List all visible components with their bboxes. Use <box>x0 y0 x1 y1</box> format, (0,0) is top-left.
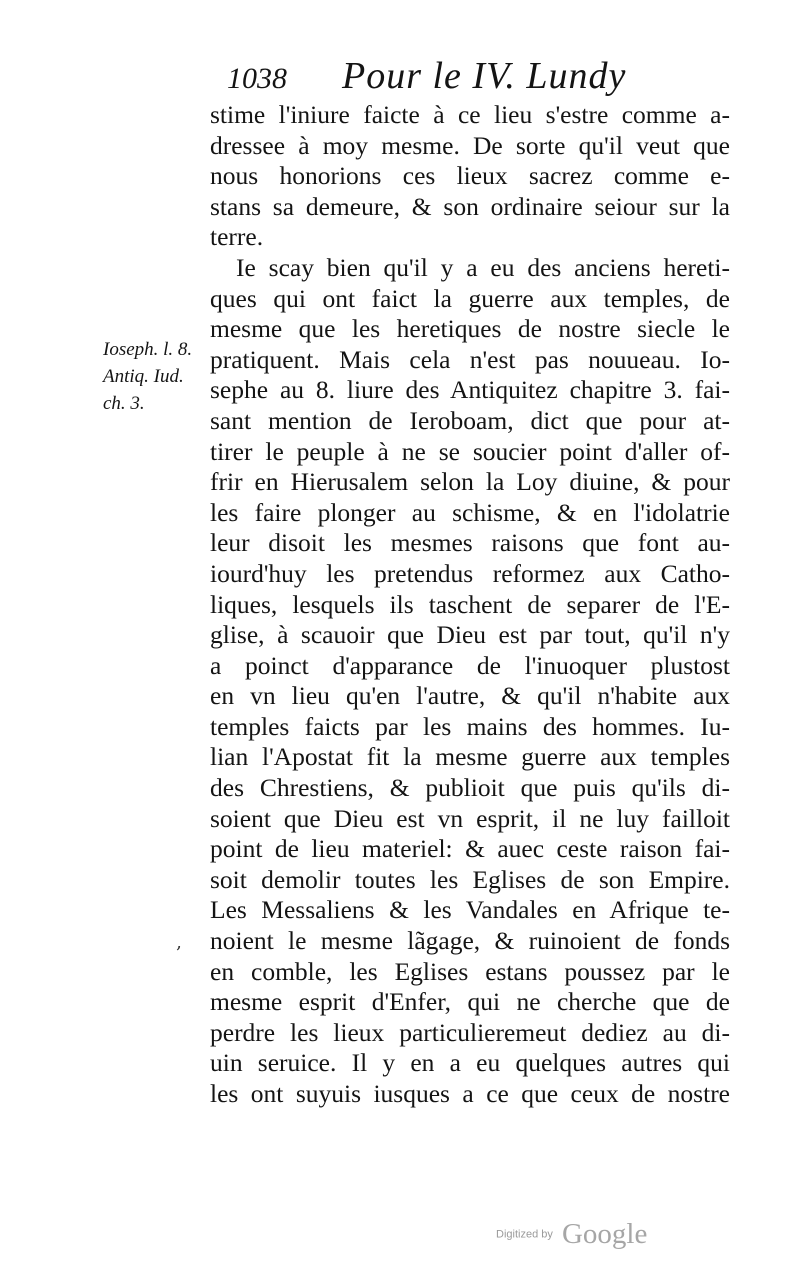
text-line: en vn lieu qu'en l'autre, & qu'il n'habite aux <box>210 681 730 711</box>
body-text <box>210 100 730 1110</box>
text-line: sephe au 8. liure des Antiquitez chapitre 3. fai- <box>210 375 730 405</box>
text-line: noient le mesme lãgage, & ruinoient de fonds <box>210 926 730 956</box>
stray-ink-mark: ‚ <box>176 932 182 953</box>
text-line: Les Messaliens & les Vandales en Afrique te- <box>210 895 730 925</box>
text-line: mesme esprit d'Enfer, qui ne cherche que de <box>210 987 730 1017</box>
text-line: lian l'Apostat fit la mesme guerre aux temples <box>210 742 730 772</box>
marginal-note-line: Antiq. Iud. <box>103 366 184 387</box>
text-line: les ont suyuis iusques a ce que ceux de nostre <box>210 1079 730 1108</box>
text-line: temples faicts par les mains des hommes. Iu- <box>210 711 730 741</box>
marginal-note-line: ch. 3. <box>103 393 145 414</box>
text-line: point de lieu materiel: & auec ceste raison fai- <box>210 834 730 864</box>
google-logo: Google <box>561 1218 648 1250</box>
text-line: pratiquent. Mais cela n'est pas nouueau. Io- <box>210 344 730 374</box>
text-line: liques, lesquels ils taschent de separer de l'E- <box>210 589 730 619</box>
text-line: soit demolir toutes les Eglises de son Empire. <box>210 864 730 894</box>
text-line: terre. <box>210 222 264 252</box>
text-line: a poinct d'apparance de l'inuoquer plustost <box>210 650 730 680</box>
marginal-note-line: Ioseph. l. 8. <box>103 339 193 360</box>
page-number: 1038 <box>227 62 287 95</box>
text-line: tirer le peuple à ne se soucier point d'aller of- <box>210 436 730 466</box>
text-line: iourd'huy les pretendus reformez aux Catho- <box>210 558 730 588</box>
text-line: nous honorions ces lieux sacrez comme e- <box>210 161 730 191</box>
text-line: glise, à scauoir que Dieu est par tout, qu'il n'y <box>210 620 730 650</box>
text-line: perdre les lieux particulieremeut dediez au di- <box>210 1017 730 1047</box>
text-line: uin seruice. Il y en a eu quelques autres qui <box>210 1048 730 1078</box>
digitized-label: Digitized by <box>496 1228 553 1241</box>
text-line: Ie scay bien qu'il y a eu des anciens hereti- <box>236 252 730 282</box>
text-line: frir en Hierusalem selon la Loy diuine, & pour <box>210 467 730 497</box>
page-header <box>222 52 722 100</box>
text-line: sant mention de Ieroboam, dict que pour at- <box>210 405 730 435</box>
text-line: stans sa demeure, & son ordinaire seiour sur la <box>210 191 730 221</box>
text-line: dressee à moy mesme. De sorte qu'il veut que <box>210 130 730 160</box>
text-line: soient que Dieu est vn esprit, il ne luy failloit <box>210 803 730 833</box>
text-line: leur disoit les mesmes raisons que font au- <box>210 528 730 558</box>
digitized-by-google-watermark <box>496 1218 647 1248</box>
text-line: mesme que les heretiques de nostre siecle le <box>210 314 730 344</box>
marginal-note <box>103 336 213 417</box>
running-head: Pour le IV. Lundy <box>342 55 627 97</box>
text-line: stime l'iniure faicte à ce lieu s'estre comme a- <box>210 100 730 129</box>
text-line: des Chrestiens, & publioit que puis qu'ils di- <box>210 773 730 803</box>
text-line: les faire plonger au schisme, & en l'idolatrie <box>210 497 730 527</box>
text-line: en comble, les Eglises estans poussez par le <box>210 956 730 986</box>
text-line: ques qui ont faict la guerre aux temples, de <box>210 283 730 313</box>
